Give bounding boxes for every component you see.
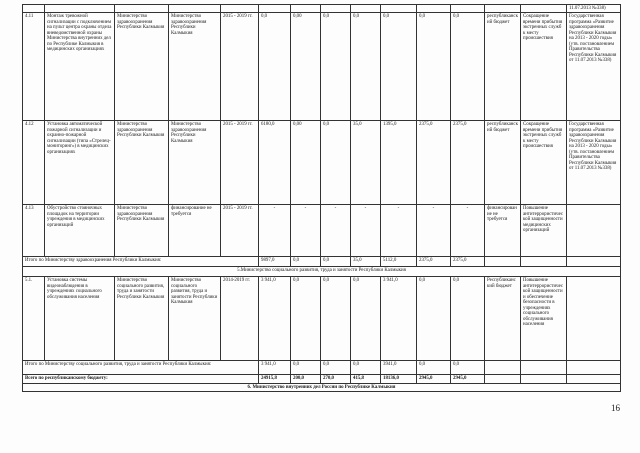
cell: 0,0 xyxy=(451,361,485,375)
cell: - xyxy=(321,205,351,257)
cell: 18136,0 xyxy=(381,375,417,383)
cell: 415,8 xyxy=(351,375,381,383)
cell: финансирование не требуется xyxy=(485,205,521,257)
cell: 0,0 xyxy=(417,361,451,375)
measures-table xyxy=(22,4,621,392)
section-title: 5.Министерство социального развития, труда и занятости Республики Калмыкия xyxy=(23,267,621,277)
cell: 3941,0 xyxy=(381,361,417,375)
cell: Обустройство стояночных площадок на территории учреждения в медицинских организаций xyxy=(45,205,115,257)
top-continuation-row xyxy=(23,5,621,13)
cell: 2375,0 xyxy=(451,257,485,267)
cell: 9897,0 xyxy=(259,257,291,267)
cell: Повышение антитеррористической защищенности медицинских организаций xyxy=(521,205,567,257)
cell: Министерство социального развития, труда и занятости Республики Калмыкия xyxy=(169,277,221,361)
cell: 0,0 xyxy=(417,13,451,121)
cell: 0,0 xyxy=(451,13,485,121)
cell: - xyxy=(417,205,451,257)
total-label: Итого по Министерству социального развития, труда и занятости Республики Калмыкия: xyxy=(23,361,259,375)
cell: Сокращение времени прибытия экстренных служб к месту происшествия xyxy=(521,13,567,121)
cell: Министерство социального развития, труда и занятости Республики Калмыкия xyxy=(115,277,169,361)
cell: 0,0 xyxy=(321,277,351,361)
cell: 3 941,0 xyxy=(259,361,291,375)
cell: - xyxy=(351,205,381,257)
cell: Министерство здравоохранения Республики Калмыкия xyxy=(115,13,169,121)
cell xyxy=(567,205,621,257)
cell: Повышение антитеррористической защищенности и обеспечение безопасности в учреждениях социального обслуживания населения xyxy=(521,277,567,361)
cell: 0,0 xyxy=(321,257,351,267)
cell: 4.13 xyxy=(23,205,45,257)
cell: 11.07.2013 №338) xyxy=(567,5,621,13)
cell: 0,00 xyxy=(291,121,321,205)
cell: 2014-2019 гг. xyxy=(221,277,259,361)
total-label: Всего по республиканскому бюджету: xyxy=(23,375,259,383)
table-row xyxy=(23,277,621,361)
cell: 4.11 xyxy=(23,13,45,121)
cell: 5112,0 xyxy=(381,257,417,267)
cell: 2945,0 xyxy=(451,375,485,383)
section-title: 6. Министерство внутренних дел России по Республике Калмыкия xyxy=(23,383,621,391)
cell: Государственная программа «Развитие здравоохранения Республики Калмыкия на 2013 - 2020 годы» (утв. постановлением Правительства Республики Калмыкия от 11.07.2013 №338) xyxy=(567,13,621,121)
cell: 0,0 xyxy=(259,13,291,121)
total-label: Итого по Министерству здравоохранения Республики Калмыкия: xyxy=(23,257,259,267)
table-row xyxy=(23,121,621,205)
cell: 0,0 xyxy=(351,277,381,361)
cell: 0,0 xyxy=(291,257,321,267)
total-row xyxy=(23,361,621,375)
cell: 0,0 xyxy=(291,277,321,361)
page-number: 16 xyxy=(611,403,620,413)
cell: 35,0 xyxy=(351,121,381,205)
cell: республиканский бюджет xyxy=(485,13,521,121)
cell: Монтаж тревожной сигнализации с подключением на пульт центра охраны отдела вневедомственной охраны Министерства внутренних дел по Республике Калмыкия в медицинских организациях xyxy=(45,13,115,121)
cell: 0,0 xyxy=(321,361,351,375)
cell: 0,0 xyxy=(321,121,351,205)
cell: 0,0 xyxy=(351,361,381,375)
cell: - xyxy=(259,205,291,257)
grand-total-row xyxy=(23,375,621,383)
section-header-row xyxy=(23,267,621,277)
cell: 0,0 xyxy=(321,13,351,121)
cell: 0,0 xyxy=(291,361,321,375)
cell: 0,0 xyxy=(417,277,451,361)
cell: 0,0 xyxy=(451,277,485,361)
cell: 2375,0 xyxy=(417,257,451,267)
cell: 0,0 xyxy=(351,13,381,121)
cell: 270,0 xyxy=(321,375,351,383)
table-row xyxy=(23,205,621,257)
cell: Республиканский бюджет xyxy=(485,277,521,361)
cell: Министерство здравоохранения Республики Калмыкия xyxy=(115,205,169,257)
cell: Установка автоматической пожарной сигнализации и охранно-пожарной сигнализации (типа «Стрелец-мониторинг») в медицинских организациях xyxy=(45,121,115,205)
cell: 1395,0 xyxy=(381,121,417,205)
cell: Сокращение времени прибытия экстренных служб к месту происшествия xyxy=(521,121,567,205)
cell: 2375,0 xyxy=(451,121,485,205)
cell: 2375,0 xyxy=(417,121,451,205)
section-header-row xyxy=(23,383,621,391)
cell: 2015 - 2019 гг. xyxy=(221,205,259,257)
cell: Министерство здравоохранения Республики Калмыкия xyxy=(169,13,221,121)
cell: 4.12 xyxy=(23,121,45,205)
cell: - xyxy=(291,205,321,257)
cell: финансирование не требуется xyxy=(169,205,221,257)
cell: 0,00 xyxy=(291,13,321,121)
cell: Установка системы видеонаблюдения в учреждениях социального обслуживания населения xyxy=(45,277,115,361)
cell: - xyxy=(381,205,417,257)
cell: 2015 - 2019 гг. xyxy=(221,13,259,121)
table-row xyxy=(23,13,621,121)
cell: 3 941,0 xyxy=(259,277,291,361)
cell: 6180,0 xyxy=(259,121,291,205)
cell: Государственная программа «Развитие здравоохранения Республики Калмыкия на 2013 - 2020 годы» (утв. постановлением Правительства Республики Калмыкия от 11.07.2013 №338) xyxy=(567,121,621,205)
cell: 35,0 xyxy=(351,257,381,267)
cell: 3 941,0 xyxy=(381,277,417,361)
cell: Министерство здравоохранения Республики Калмыкия xyxy=(169,121,221,205)
total-row xyxy=(23,257,621,267)
cell: 2945,0 xyxy=(417,375,451,383)
cell: Министерство здравоохранения Республики Калмыкия xyxy=(115,121,169,205)
cell: 5.1. xyxy=(23,277,45,361)
cell: 24915,8 xyxy=(259,375,291,383)
cell: - xyxy=(451,205,485,257)
cell: 200,0 xyxy=(291,375,321,383)
cell: 0,0 xyxy=(381,13,417,121)
cell: республиканский бюджет xyxy=(485,121,521,205)
cell: 2015 - 2019 гг. xyxy=(221,121,259,205)
